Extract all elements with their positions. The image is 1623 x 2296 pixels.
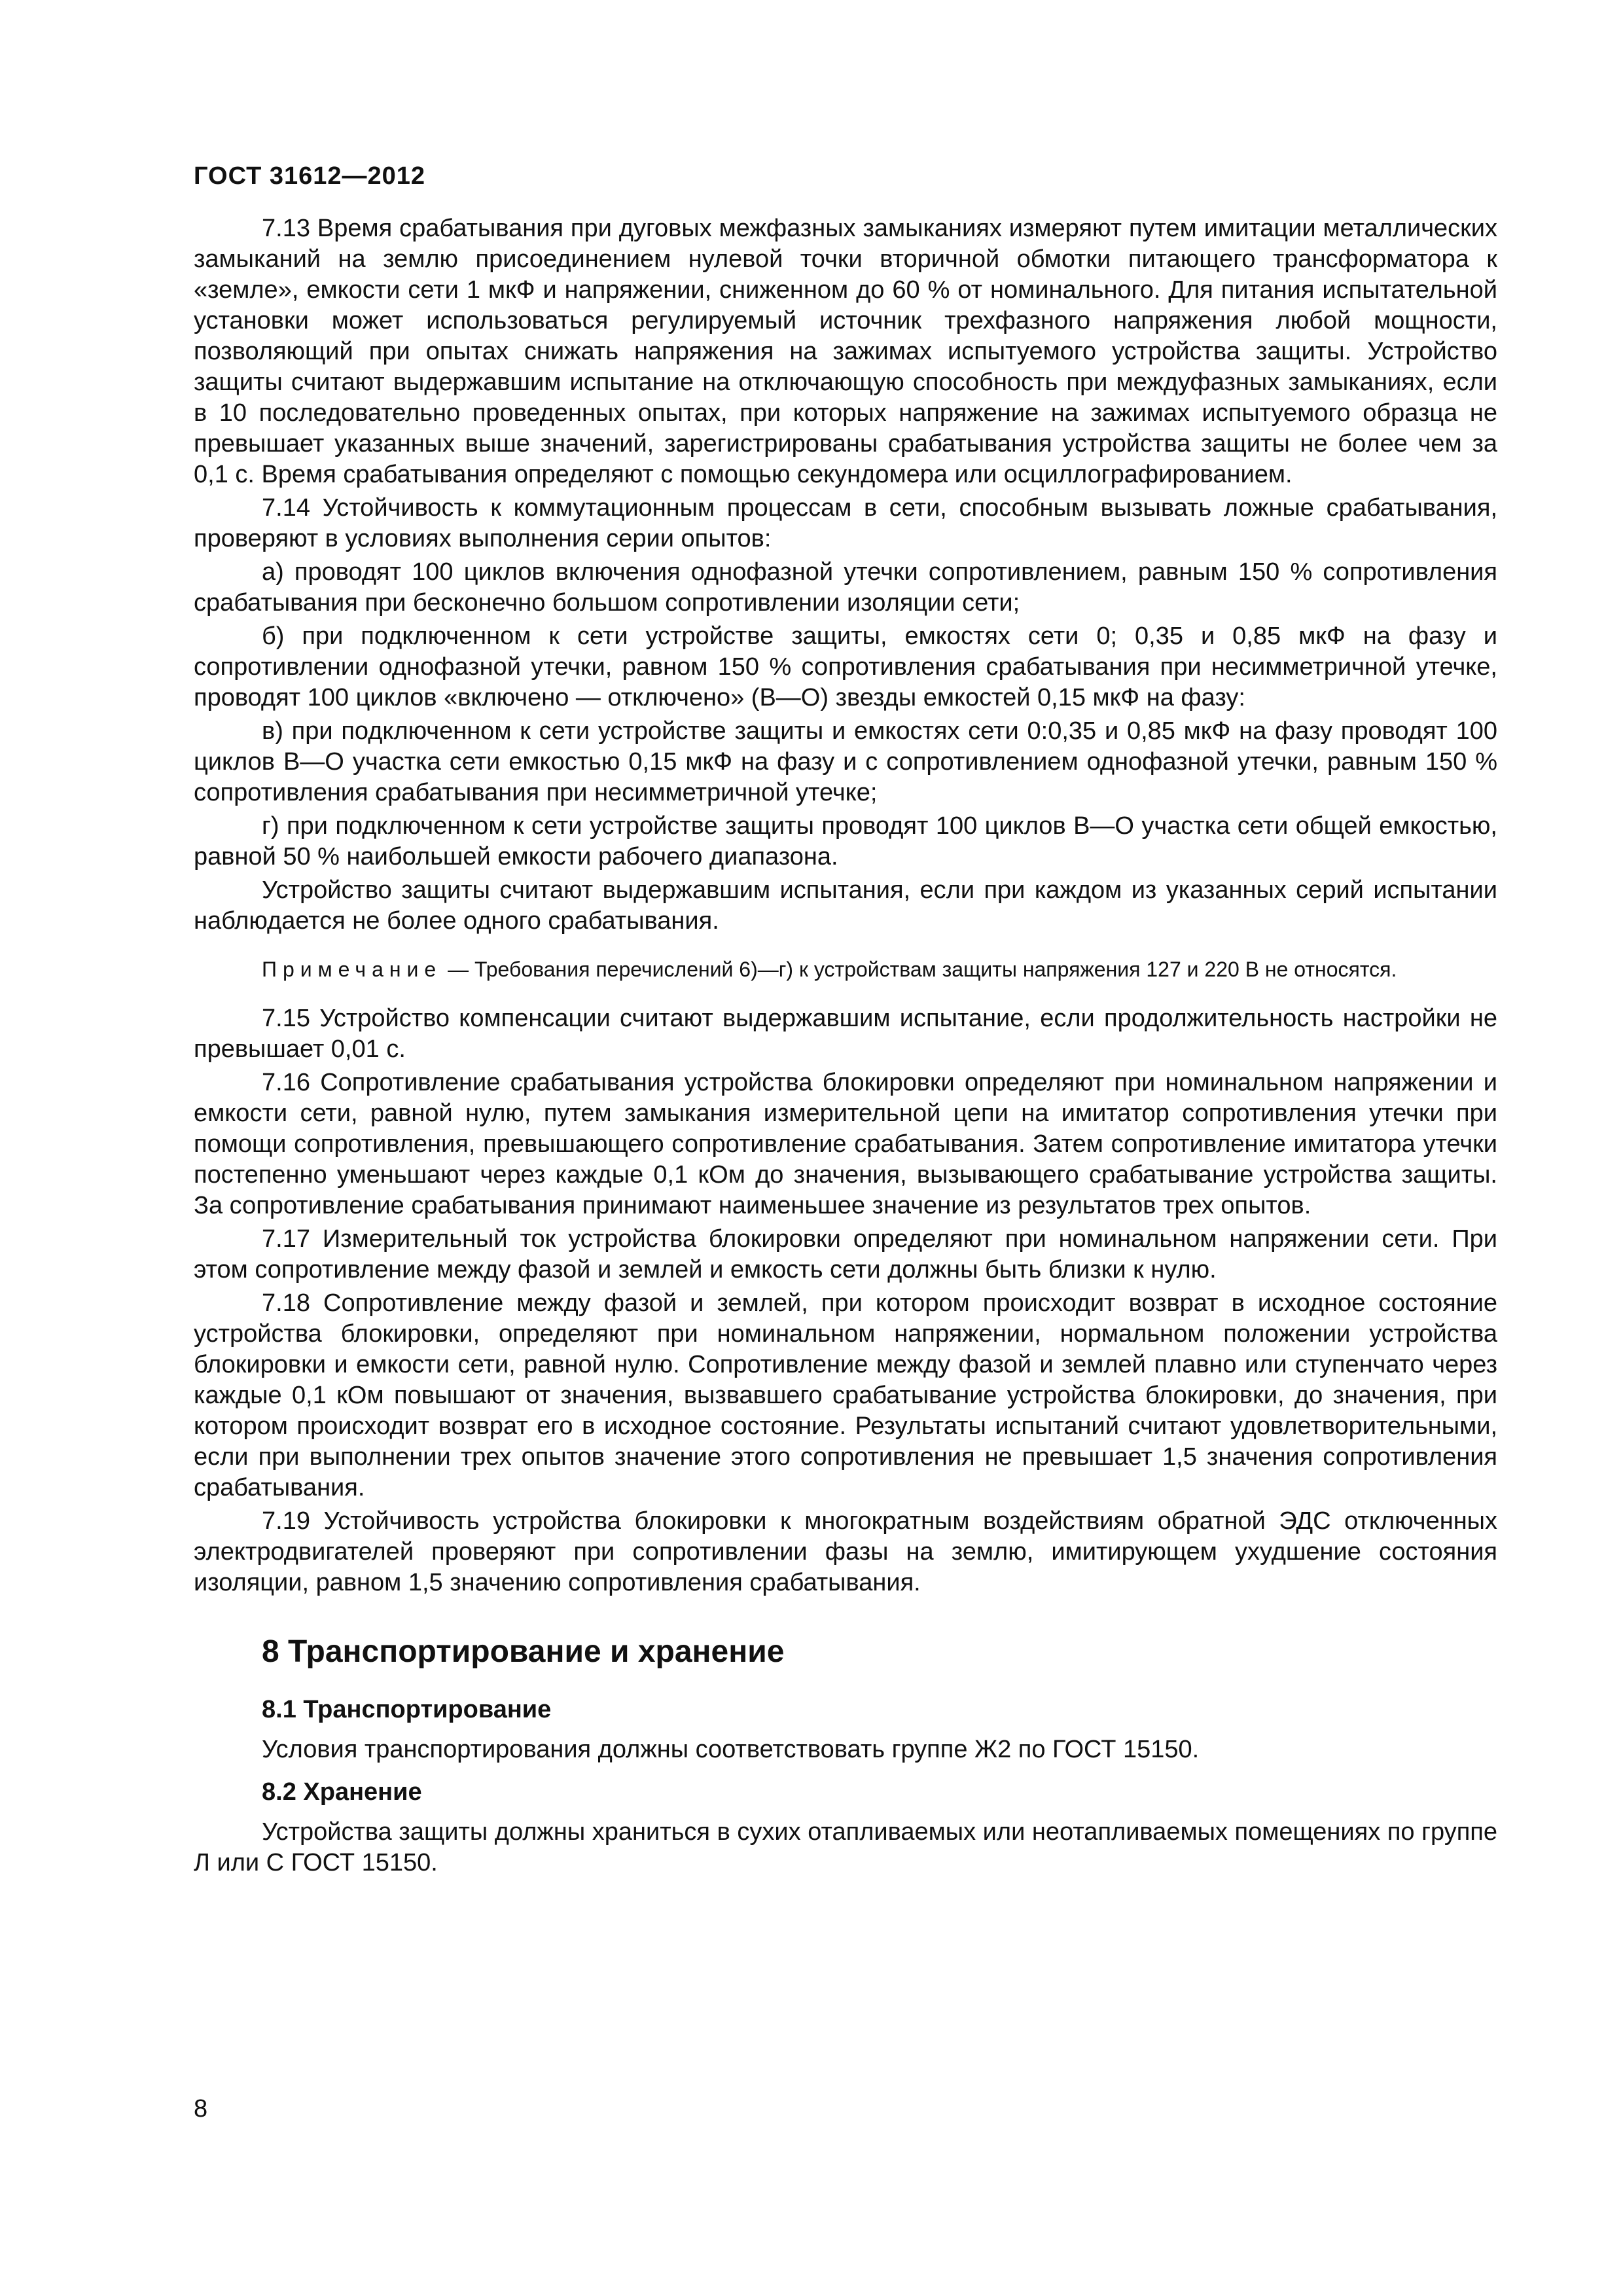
list-item-g: г) при подключенном к сети устройстве защиты проводят 100 циклов В—О участка сети общей емкостью, равной 50 % наибольшей емкости рабочего диапазона. xyxy=(194,812,1497,870)
section-8-heading: 8 Транспортирование и хранение xyxy=(262,1634,785,1669)
paragraph-7-15: 7.15 Устройство компенсации считают выдержавшим испытание, если продолжительность настройки не превышает 0,01 с. xyxy=(194,1005,1497,1063)
paragraph-7-13: 7.13 Время срабатывания при дуговых межфазных замыканиях измеряют путем имитации металлических замыканий на землю присоединением нулевой точки вторичной обмотки питающего трансформатора к «земле», емкости сети 1 мкФ и напряжении, сниженном до 60 % от номинального. Для питания испытательной установки может использоваться регулируемый источник трехфазного напряжения любой мощности, позволяющий при опытах снижать напряжения на зажимах испытуемого устройства защиты. Устройство защиты считают выдержавшим испытание на отключающую способность при междуфазных замыканиях, если в 10 последовательно проведенных опытах, при которых напряжение на зажимах испытуемого образца не превышает указанных выше значений, зарегистрированы срабатывания устройства защиты не более чем за 0,1 с. Время срабатывания определяют с помощью секундомера или осциллографированием. xyxy=(194,215,1497,488)
subsection-8-1-heading: 8.1 Транспортирование xyxy=(262,1696,552,1723)
page-number: 8 xyxy=(194,2095,208,2123)
paragraph-7-16: 7.16 Сопротивление срабатывания устройства блокировки определяют при номинальном напряжении и емкости сети, равной нулю, путем замыкания измерительной цепи на имитатор сопротивления утечки при помощи сопротивления, превышающего сопротивление срабатывания. Затем сопротивление имитатора утечки постепенно уменьшают через каждые 0,1 кОм до значения, вызывающего срабатывание устройства защиты. За сопротивление срабатывания принимают наименьшее значение из результатов трех опытов. xyxy=(194,1069,1497,1219)
subsection-8-2-heading: 8.2 Хранение xyxy=(262,1778,422,1806)
paragraph-7-19: 7.19 Устойчивость устройства блокировки к многократным воздействиям обратной ЭДС отключенных электродвигателей проверяют при сопротивлении фазы на землю, имитирующем ухудшение состояния изоляции, равном 1,5 значению сопротивления срабатывания. xyxy=(194,1507,1497,1596)
list-item-b: б) при подключенном к сети устройстве защиты, емкостях сети 0; 0,35 и 0,85 мкФ на фазу и сопротивлении однофазной утечки, равном 150 % сопротивления срабатывания при несимметричной утечке, проводят 100 циклов «включено — отключено» (В—О) звезды емкостей 0,15 мкФ на фазу: xyxy=(194,622,1497,711)
paragraph-7-14: 7.14 Устойчивость к коммутационным процессам в сети, способным вызывать ложные срабатывания, проверяют в условиях выполнения серии опытов: xyxy=(194,494,1497,552)
note-label: Примечание xyxy=(262,958,442,981)
list-item-a: а) проводят 100 циклов включения однофазной утечки сопротивлением, равным 150 % сопротивления срабатывания при бесконечно большом сопротивлении изоляции сети; xyxy=(194,558,1497,617)
page-body xyxy=(194,213,1497,1881)
paragraph-7-14-conclusion: Устройство защиты считают выдержавшим испытания, если при каждом из указанных серий испытании наблюдается не более одного срабатывания. xyxy=(194,876,1497,935)
paragraph-7-18: 7.18 Сопротивление между фазой и землей, при котором происходит возврат в исходное состояние устройства блокировки, определяют при номинальном напряжении, нормальном положении устройства блокировки и емкости сети, равной нулю. Сопротивление между фазой и землей плавно или ступенчато через каждые 0,1 кОм повышают от значения, вызвавшего срабатывание устройства блокировки, до значения, при котором происходит возврат его в исходное состояние. Результаты испытаний считают удовлетворительными, если при выполнении трех опытов значение этого сопротивления не превышает 1,5 значения сопротивления срабатывания. xyxy=(194,1289,1497,1501)
note xyxy=(194,956,1497,982)
list-item-v: в) при подключенном к сети устройстве защиты и емкостях сети 0:0,35 и 0,85 мкФ на фазу проводят 100 циклов В—О участка сети емкостью 0,15 мкФ на фазу и с сопротивлением однофазной утечки, равным 150 % сопротивления срабатывания при несимметричной утечке; xyxy=(194,717,1497,806)
document-code-header: ГОСТ 31612—2012 xyxy=(194,162,426,190)
note-text: — Требования перечислений 6)—г) к устройствам защиты напряжения 127 и 220 В не относятся. xyxy=(442,958,1397,981)
subsection-8-2-text: Устройства защиты должны храниться в сухих отапливаемых или неотапливаемых помещениях по группе Л или С ГОСТ 15150. xyxy=(194,1818,1497,1876)
subsection-8-1-text: Условия транспортирования должны соответствовать группе Ж2 по ГОСТ 15150. xyxy=(262,1736,1200,1763)
paragraph-7-17: 7.17 Измерительный ток устройства блокировки определяют при номинальном напряжении сети. При этом сопротивление между фазой и землей и емкость сети должны быть близки к нулю. xyxy=(194,1225,1497,1283)
